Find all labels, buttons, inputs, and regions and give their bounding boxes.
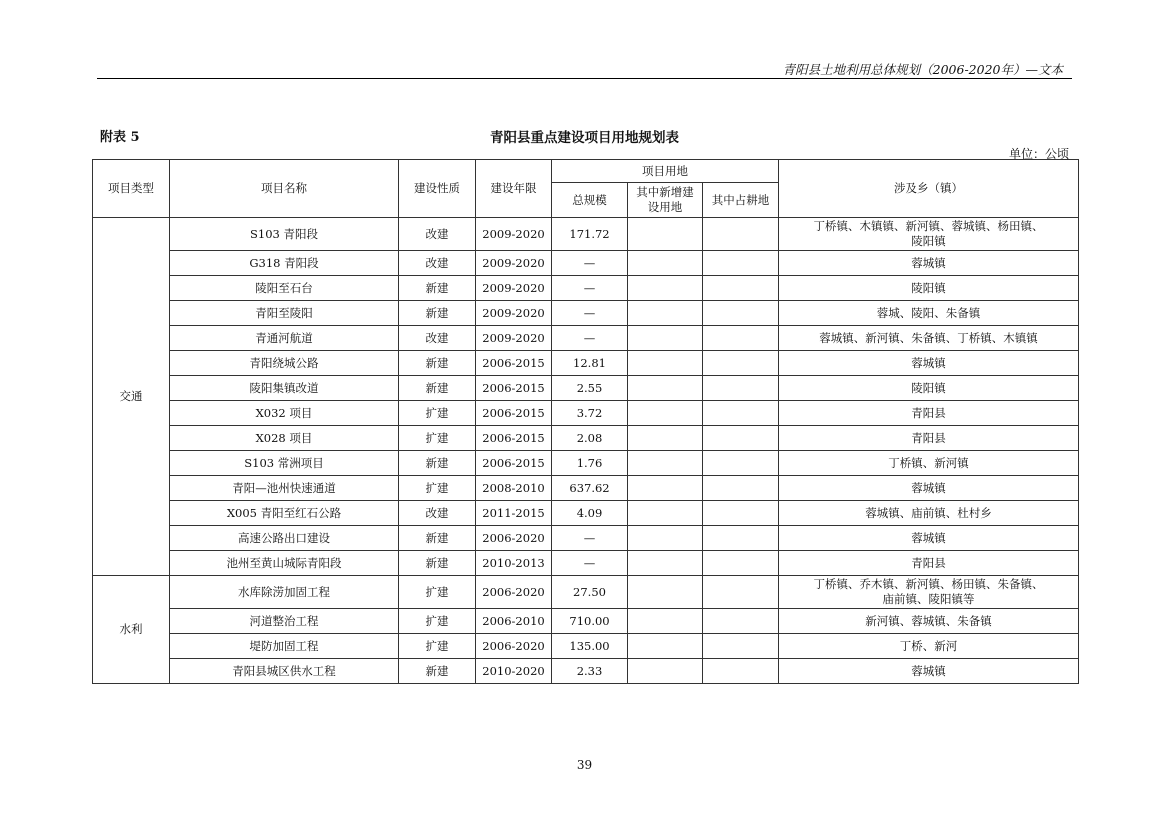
cell-new-construction-land bbox=[628, 576, 703, 609]
cell-towns: 青阳县 bbox=[779, 551, 1079, 576]
cell-cultivated-land bbox=[703, 451, 779, 476]
cell-total-scale: — bbox=[552, 251, 628, 276]
cell-project-name: X028 项目 bbox=[170, 426, 399, 451]
cell-towns: 蓉城镇 bbox=[779, 476, 1079, 501]
col-header-new-construction: 其中新增建设用地 bbox=[628, 183, 703, 218]
cell-towns: 蓉城镇、庙前镇、杜村乡 bbox=[779, 501, 1079, 526]
cell-construction-nature: 新建 bbox=[399, 351, 476, 376]
table-row bbox=[93, 476, 1079, 501]
col-header-towns: 涉及乡（镇） bbox=[779, 160, 1079, 218]
cell-cultivated-land bbox=[703, 276, 779, 301]
cell-project-name: 青阳—池州快速通道 bbox=[170, 476, 399, 501]
cell-new-construction-land bbox=[628, 401, 703, 426]
table-row bbox=[93, 376, 1079, 401]
cell-total-scale: — bbox=[552, 551, 628, 576]
cell-new-construction-land bbox=[628, 276, 703, 301]
cell-construction-nature: 改建 bbox=[399, 218, 476, 251]
cell-new-construction-land bbox=[628, 451, 703, 476]
cell-project-type: 水利 bbox=[93, 576, 170, 684]
col-header-total: 总规模 bbox=[552, 183, 628, 218]
cell-project-name: G318 青阳段 bbox=[170, 251, 399, 276]
table-row bbox=[93, 218, 1079, 251]
cell-towns: 蓉城、陵阳、朱备镇 bbox=[779, 301, 1079, 326]
cell-construction-period: 2006-2015 bbox=[476, 426, 552, 451]
table-row bbox=[93, 326, 1079, 351]
cell-new-construction-land bbox=[628, 301, 703, 326]
cell-cultivated-land bbox=[703, 326, 779, 351]
cell-construction-period: 2009-2020 bbox=[476, 218, 552, 251]
table-row bbox=[93, 576, 1079, 609]
table-title: 青阳县重点建设项目用地规划表 bbox=[490, 130, 679, 146]
cell-total-scale: 12.81 bbox=[552, 351, 628, 376]
cell-construction-period: 2010-2013 bbox=[476, 551, 552, 576]
cell-cultivated-land bbox=[703, 634, 779, 659]
cell-project-name: 青通河航道 bbox=[170, 326, 399, 351]
cell-construction-period: 2009-2020 bbox=[476, 301, 552, 326]
running-header: 青阳县土地利用总体规划（2006-2020年）—文本 bbox=[782, 62, 1063, 77]
cell-cultivated-land bbox=[703, 609, 779, 634]
table-row bbox=[93, 351, 1079, 376]
cell-construction-nature: 新建 bbox=[399, 276, 476, 301]
cell-new-construction-land bbox=[628, 426, 703, 451]
cell-project-name: S103 青阳段 bbox=[170, 218, 399, 251]
unit-label: 单位：公顷 bbox=[1008, 147, 1069, 161]
cell-construction-nature: 新建 bbox=[399, 526, 476, 551]
cell-towns: 青阳县 bbox=[779, 426, 1079, 451]
cell-total-scale: 3.72 bbox=[552, 401, 628, 426]
table-row bbox=[93, 634, 1079, 659]
table-row bbox=[93, 426, 1079, 451]
cell-construction-nature: 改建 bbox=[399, 251, 476, 276]
cell-construction-period: 2006-2020 bbox=[476, 634, 552, 659]
cell-construction-period: 2006-2015 bbox=[476, 401, 552, 426]
cell-total-scale: 171.72 bbox=[552, 218, 628, 251]
cell-total-scale: — bbox=[552, 526, 628, 551]
cell-total-scale: — bbox=[552, 276, 628, 301]
cell-towns: 青阳县 bbox=[779, 401, 1079, 426]
cell-cultivated-land bbox=[703, 501, 779, 526]
cell-new-construction-land bbox=[628, 634, 703, 659]
cell-towns: 蓉城镇 bbox=[779, 659, 1079, 684]
cell-cultivated-land bbox=[703, 476, 779, 501]
cell-cultivated-land bbox=[703, 218, 779, 251]
cell-towns: 丁桥镇、新河镇 bbox=[779, 451, 1079, 476]
cell-new-construction-land bbox=[628, 609, 703, 634]
table-row bbox=[93, 526, 1079, 551]
cell-construction-nature: 改建 bbox=[399, 326, 476, 351]
cell-construction-period: 2010-2020 bbox=[476, 659, 552, 684]
cell-construction-nature: 扩建 bbox=[399, 609, 476, 634]
cell-construction-nature: 新建 bbox=[399, 301, 476, 326]
cell-project-name: 青阳至陵阳 bbox=[170, 301, 399, 326]
cell-towns: 蓉城镇 bbox=[779, 526, 1079, 551]
cell-towns: 蓉城镇 bbox=[779, 251, 1079, 276]
cell-project-name: X005 青阳至红石公路 bbox=[170, 501, 399, 526]
cell-project-name: 高速公路出口建设 bbox=[170, 526, 399, 551]
cell-project-name: 堤防加固工程 bbox=[170, 634, 399, 659]
cell-towns: 丁桥镇、木镇镇、新河镇、蓉城镇、杨田镇、陵阳镇 bbox=[779, 218, 1079, 251]
cell-construction-period: 2008-2010 bbox=[476, 476, 552, 501]
table-row bbox=[93, 276, 1079, 301]
land-use-table bbox=[92, 159, 1079, 684]
cell-construction-period: 2006-2015 bbox=[476, 351, 552, 376]
cell-cultivated-land bbox=[703, 551, 779, 576]
cell-new-construction-land bbox=[628, 476, 703, 501]
cell-construction-period: 2006-2015 bbox=[476, 451, 552, 476]
cell-cultivated-land bbox=[703, 351, 779, 376]
cell-towns: 蓉城镇 bbox=[779, 351, 1079, 376]
cell-new-construction-land bbox=[628, 251, 703, 276]
cell-project-type: 交通 bbox=[93, 218, 170, 576]
table-row bbox=[93, 609, 1079, 634]
cell-cultivated-land bbox=[703, 301, 779, 326]
cell-project-name: 青阳县城区供水工程 bbox=[170, 659, 399, 684]
cell-total-scale: 637.62 bbox=[552, 476, 628, 501]
cell-construction-period: 2006-2020 bbox=[476, 576, 552, 609]
cell-construction-period: 2006-2010 bbox=[476, 609, 552, 634]
cell-towns: 陵阳镇 bbox=[779, 376, 1079, 401]
cell-project-name: S103 常洲项目 bbox=[170, 451, 399, 476]
appendix-label: 附表 5 bbox=[100, 130, 140, 145]
cell-project-name: 青阳绕城公路 bbox=[170, 351, 399, 376]
col-header-type: 项目类型 bbox=[93, 160, 170, 218]
cell-construction-nature: 扩建 bbox=[399, 401, 476, 426]
cell-construction-nature: 扩建 bbox=[399, 426, 476, 451]
cell-total-scale: — bbox=[552, 326, 628, 351]
cell-total-scale: 2.55 bbox=[552, 376, 628, 401]
cell-cultivated-land bbox=[703, 251, 779, 276]
col-header-cultivated: 其中占耕地 bbox=[703, 183, 779, 218]
cell-cultivated-land bbox=[703, 426, 779, 451]
cell-total-scale: 2.08 bbox=[552, 426, 628, 451]
table-row bbox=[93, 251, 1079, 276]
cell-project-name: 陵阳至石台 bbox=[170, 276, 399, 301]
cell-project-name: 陵阳集镇改道 bbox=[170, 376, 399, 401]
cell-construction-nature: 新建 bbox=[399, 451, 476, 476]
cell-total-scale: 710.00 bbox=[552, 609, 628, 634]
cell-cultivated-land bbox=[703, 526, 779, 551]
cell-total-scale: 27.50 bbox=[552, 576, 628, 609]
cell-construction-nature: 新建 bbox=[399, 376, 476, 401]
cell-construction-nature: 新建 bbox=[399, 659, 476, 684]
cell-construction-period: 2009-2020 bbox=[476, 251, 552, 276]
table-row bbox=[93, 501, 1079, 526]
table-row bbox=[93, 551, 1079, 576]
cell-construction-period: 2011-2015 bbox=[476, 501, 552, 526]
col-header-land-group: 项目用地 bbox=[552, 160, 779, 183]
cell-towns: 新河镇、蓉城镇、朱备镇 bbox=[779, 609, 1079, 634]
cell-towns: 丁桥镇、乔木镇、新河镇、杨田镇、朱备镇、庙前镇、陵阳镇等 bbox=[779, 576, 1079, 609]
cell-new-construction-land bbox=[628, 376, 703, 401]
cell-construction-period: 2006-2020 bbox=[476, 526, 552, 551]
cell-construction-period: 2006-2015 bbox=[476, 376, 552, 401]
cell-construction-nature: 新建 bbox=[399, 551, 476, 576]
cell-construction-period: 2009-2020 bbox=[476, 276, 552, 301]
cell-cultivated-land bbox=[703, 659, 779, 684]
cell-new-construction-land bbox=[628, 501, 703, 526]
cell-project-name: X032 项目 bbox=[170, 401, 399, 426]
cell-construction-nature: 扩建 bbox=[399, 634, 476, 659]
cell-new-construction-land bbox=[628, 218, 703, 251]
header-rule bbox=[97, 78, 1072, 79]
cell-total-scale: 4.09 bbox=[552, 501, 628, 526]
table-row bbox=[93, 401, 1079, 426]
col-header-nature: 建设性质 bbox=[399, 160, 476, 218]
cell-total-scale: 135.00 bbox=[552, 634, 628, 659]
cell-total-scale: — bbox=[552, 301, 628, 326]
cell-new-construction-land bbox=[628, 326, 703, 351]
col-header-period: 建设年限 bbox=[476, 160, 552, 218]
cell-new-construction-land bbox=[628, 551, 703, 576]
cell-total-scale: 2.33 bbox=[552, 659, 628, 684]
cell-project-name: 水库除涝加固工程 bbox=[170, 576, 399, 609]
col-header-name: 项目名称 bbox=[170, 160, 399, 218]
cell-towns: 蓉城镇、新河镇、朱备镇、丁桥镇、木镇镇 bbox=[779, 326, 1079, 351]
cell-project-name: 河道整治工程 bbox=[170, 609, 399, 634]
cell-new-construction-land bbox=[628, 351, 703, 376]
table-row bbox=[93, 301, 1079, 326]
cell-construction-nature: 扩建 bbox=[399, 576, 476, 609]
cell-cultivated-land bbox=[703, 576, 779, 609]
cell-new-construction-land bbox=[628, 659, 703, 684]
cell-towns: 陵阳镇 bbox=[779, 276, 1079, 301]
cell-construction-nature: 改建 bbox=[399, 501, 476, 526]
cell-total-scale: 1.76 bbox=[552, 451, 628, 476]
table-row bbox=[93, 451, 1079, 476]
table-row bbox=[93, 659, 1079, 684]
cell-towns: 丁桥、新河 bbox=[779, 634, 1079, 659]
cell-project-name: 池州至黄山城际青阳段 bbox=[170, 551, 399, 576]
cell-new-construction-land bbox=[628, 526, 703, 551]
cell-construction-period: 2009-2020 bbox=[476, 326, 552, 351]
page-number: 39 bbox=[576, 758, 593, 772]
cell-cultivated-land bbox=[703, 376, 779, 401]
cell-construction-nature: 扩建 bbox=[399, 476, 476, 501]
cell-cultivated-land bbox=[703, 401, 779, 426]
